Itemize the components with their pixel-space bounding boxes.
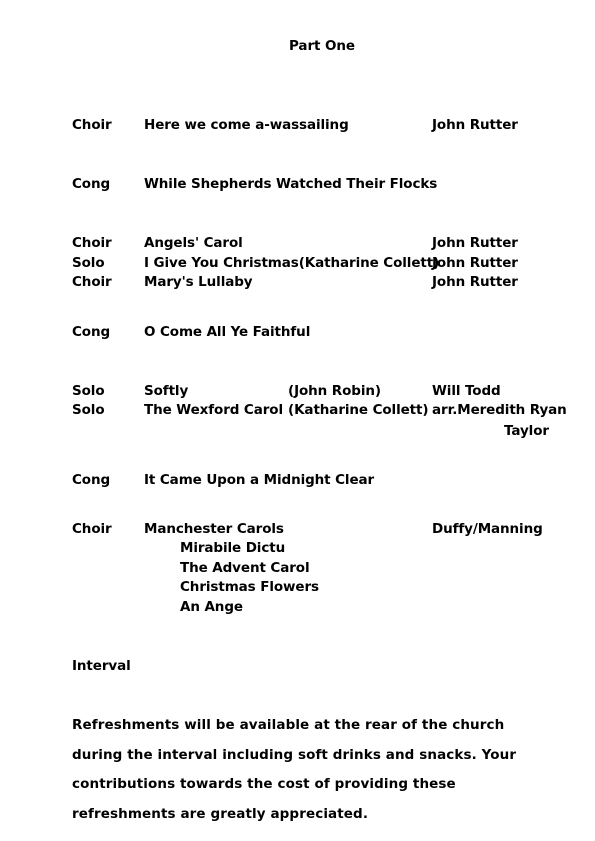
item-type: Cong — [72, 324, 111, 340]
item-type: Solo — [72, 383, 105, 399]
refreshments-note: Refreshments will be available at the rear of the church during the interval including soft drinks and snacks. Your contributions towards the cost of providing these refreshments are greatly appreciated. — [72, 717, 517, 822]
item-piece: Angels' Carol — [144, 235, 243, 251]
item-type: Choir — [72, 235, 112, 251]
item-composer-continued: Taylor — [504, 423, 549, 439]
item-composer: arr.Meredith Ryan — [432, 402, 567, 418]
item-composer: John Rutter — [432, 274, 518, 290]
item-piece: O Come All Ye Faithful — [144, 324, 311, 340]
item-piece: Here we come a-wassailing — [144, 117, 349, 133]
item-composer: John Rutter — [432, 235, 518, 251]
item-composer: John Rutter — [432, 117, 518, 133]
sub-item: The Advent Carol — [180, 560, 310, 576]
item-piece: While Shepherds Watched Their Flocks — [144, 176, 438, 192]
item-piece: The Wexford Carol — [144, 402, 283, 418]
item-composer: Duffy/Manning — [432, 521, 543, 537]
item-composer: John Rutter — [432, 255, 518, 271]
item-type: Choir — [72, 521, 112, 537]
item-piece: Manchester Carols — [144, 521, 284, 537]
item-type: Cong — [72, 176, 111, 192]
sub-item: An Ange — [180, 599, 243, 615]
item-piece: Mary's Lullaby — [144, 274, 253, 290]
page-title: Part One — [289, 38, 355, 54]
item-piece: Softly — [144, 383, 189, 399]
item-performer: (Katharine Collett) — [288, 402, 429, 418]
item-piece: I Give You Christmas(Katharine Collett) — [144, 255, 440, 271]
sub-item: Mirabile Dictu — [180, 540, 286, 556]
item-type: Solo — [72, 402, 105, 418]
item-type: Solo — [72, 255, 105, 271]
interval-heading: Interval — [72, 658, 131, 674]
item-type: Choir — [72, 117, 112, 133]
item-piece: It Came Upon a Midnight Clear — [144, 472, 375, 488]
item-type: Cong — [72, 472, 111, 488]
item-type: Choir — [72, 274, 112, 290]
sub-item: Christmas Flowers — [180, 579, 319, 595]
item-performer: (John Robin) — [288, 383, 381, 399]
item-composer: Will Todd — [432, 383, 501, 399]
